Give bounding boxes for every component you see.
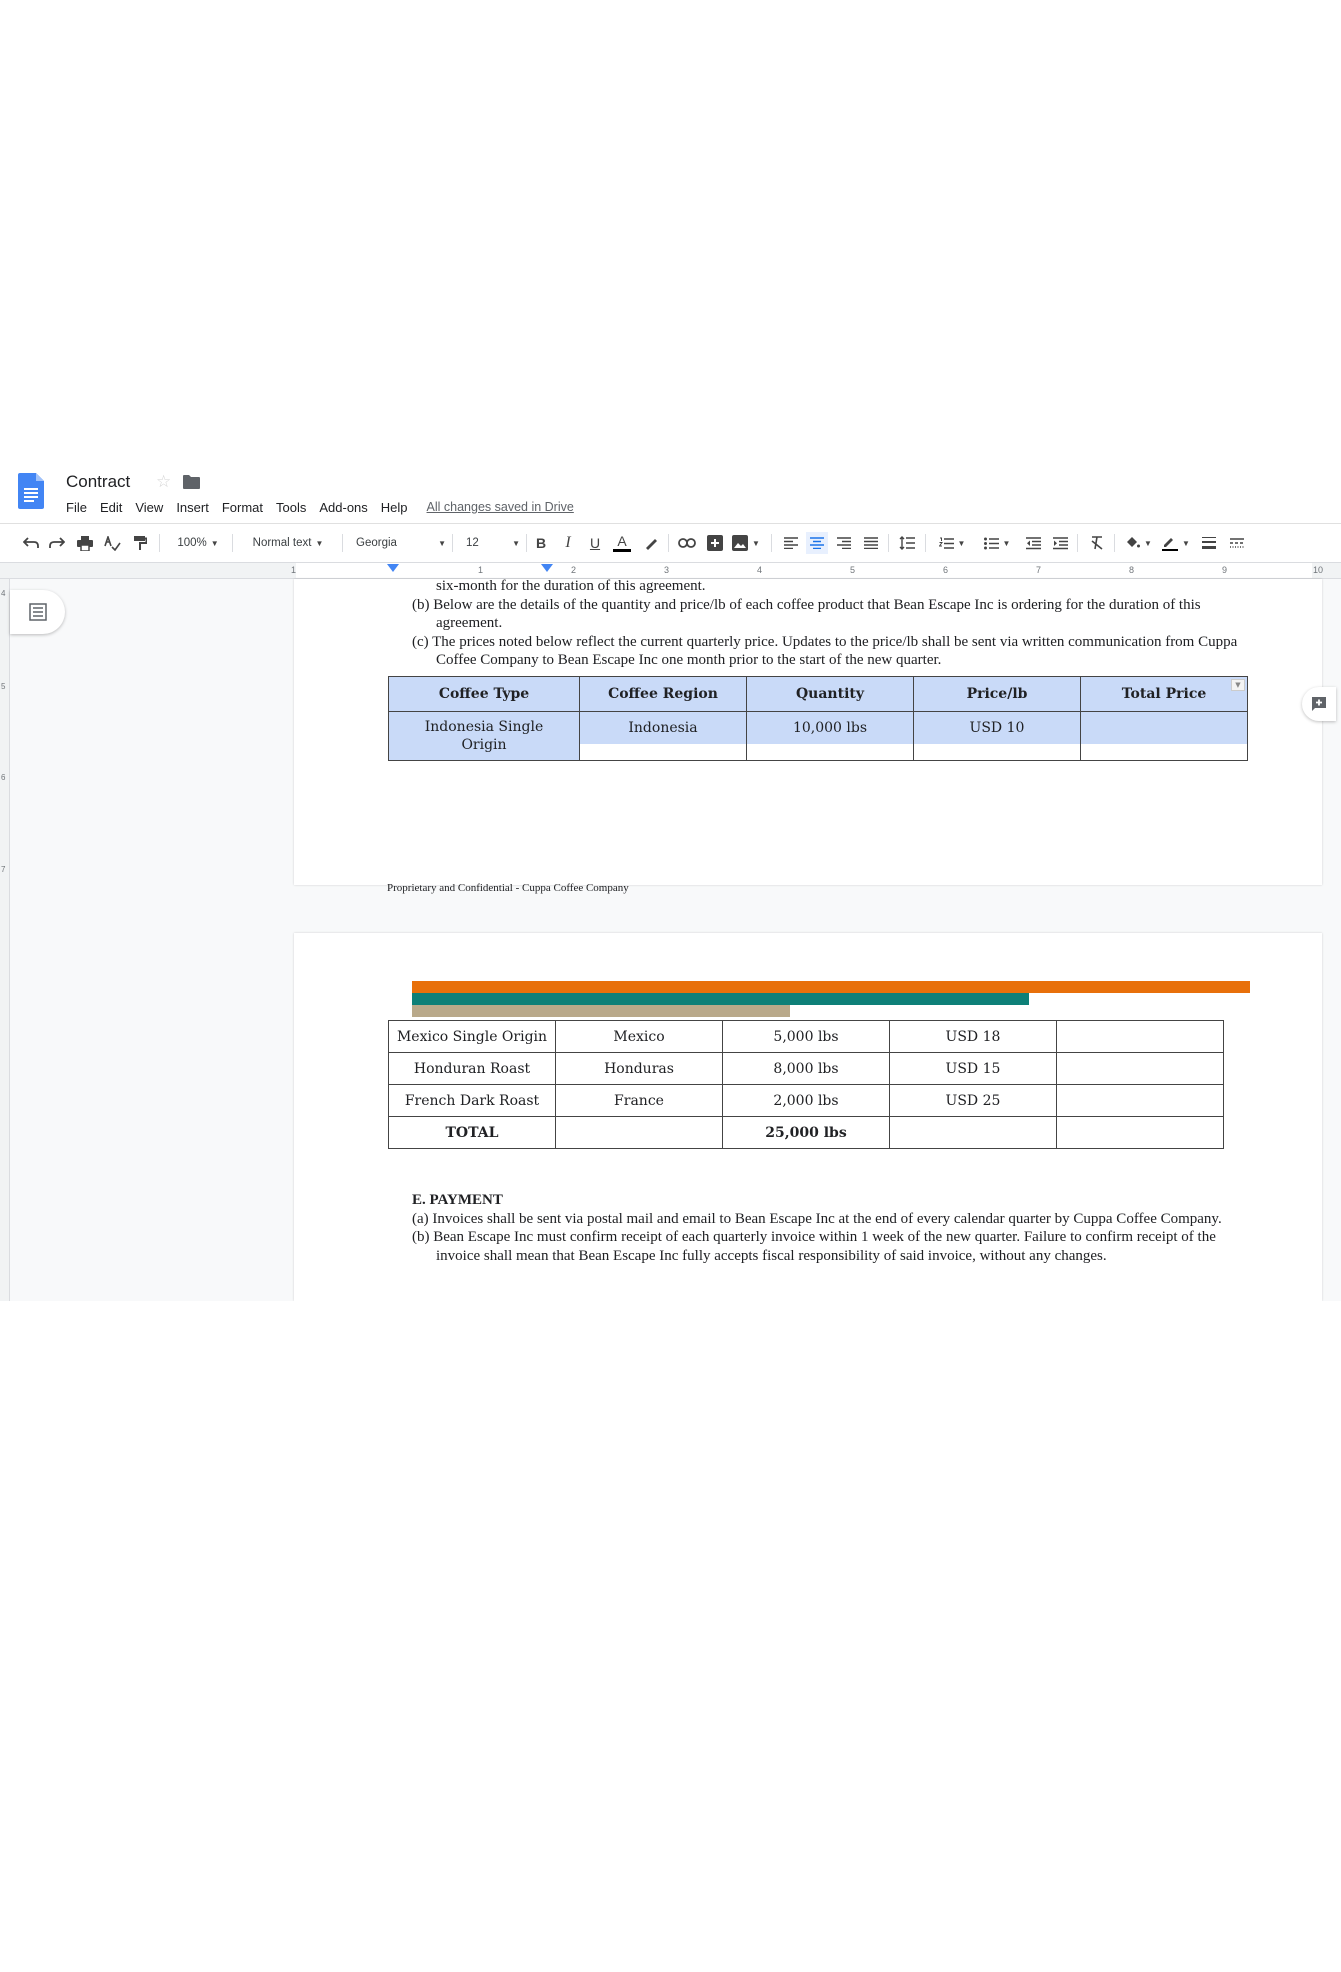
table-cell[interactable] <box>1057 1021 1224 1053</box>
bold-button[interactable]: B <box>535 535 547 551</box>
page-footer[interactable]: Proprietary and Confidential - Cuppa Coffee Company <box>387 882 629 894</box>
table-cell[interactable]: Mexico <box>556 1021 723 1053</box>
chevron-down-icon: ▼ <box>315 538 324 548</box>
align-left-icon[interactable] <box>780 532 802 554</box>
table-cell[interactable]: Mexico Single Origin <box>389 1021 556 1053</box>
table-row <box>389 1053 1224 1085</box>
menu-help[interactable]: Help <box>380 500 408 515</box>
justify-icon[interactable] <box>860 532 882 554</box>
paint-format-icon[interactable] <box>129 532 151 554</box>
table-cell-text: Indonesia <box>580 712 746 744</box>
ruler-number: 7 <box>1036 565 1042 575</box>
ruler-number: 2 <box>571 565 577 575</box>
chevron-down-icon: ▼ <box>957 538 966 548</box>
redo-icon[interactable] <box>46 532 68 554</box>
table-cell[interactable] <box>580 712 747 761</box>
table-row <box>389 712 1248 761</box>
add-comment-button[interactable] <box>1302 687 1336 721</box>
text-color-button[interactable]: A <box>613 532 631 552</box>
line-spacing-icon[interactable] <box>896 532 918 554</box>
add-comment-icon <box>1311 696 1327 712</box>
bulleted-list-icon[interactable] <box>979 532 1015 554</box>
table-cell[interactable] <box>1057 1085 1224 1117</box>
table-cell[interactable] <box>1057 1053 1224 1085</box>
decorative-bar-tan <box>412 1005 790 1017</box>
table-cell[interactable]: France <box>556 1085 723 1117</box>
star-icon[interactable]: ☆ <box>156 472 172 491</box>
font-size-value: 12 <box>466 537 479 549</box>
ruler-number: 9 <box>1222 565 1228 575</box>
coffee-order-table[interactable] <box>388 676 1248 761</box>
image-icon[interactable] <box>730 532 762 554</box>
toolbar <box>0 523 1341 563</box>
table-cell[interactable] <box>890 1117 1057 1149</box>
ruler-number: 10 <box>1313 565 1324 575</box>
table-cell[interactable]: 5,000 lbs <box>723 1021 890 1053</box>
chevron-down-icon: ▼ <box>210 538 219 548</box>
decorative-bar-orange <box>412 981 1250 993</box>
ruler-number: 8 <box>1129 565 1135 575</box>
indent-marker-icon[interactable] <box>541 564 553 572</box>
table-cell[interactable] <box>914 712 1081 761</box>
table-cell[interactable]: Indonesia Single Origin <box>389 712 580 761</box>
table-header-row <box>389 677 1248 712</box>
ruler-number: 4 <box>1 589 6 598</box>
chevron-down-icon: ▼ <box>512 538 520 548</box>
docs-app-window <box>0 463 1341 1301</box>
table-cell-text <box>1081 712 1247 744</box>
folder-icon[interactable] <box>183 475 200 489</box>
paragraph[interactable]: (b) Below are the details of the quantity and price/lb of each coffee product that Bean Escape Inc is ordering for the duration of this agreement. <box>412 596 1201 631</box>
ruler-content-area <box>296 563 1312 578</box>
style-value: Normal text <box>252 537 312 549</box>
menu-tools[interactable]: Tools <box>276 500 307 515</box>
table-header-cell[interactable] <box>1081 677 1248 712</box>
table-cell[interactable] <box>747 712 914 761</box>
clear-formatting-icon[interactable] <box>1086 532 1108 554</box>
table-row <box>389 1021 1224 1053</box>
ruler-number: 7 <box>1 865 6 874</box>
font-select[interactable] <box>350 532 446 554</box>
document-page[interactable] <box>294 933 1322 1301</box>
print-icon[interactable] <box>74 532 96 554</box>
menu-bar <box>66 500 574 518</box>
font-value: Georgia <box>356 537 397 549</box>
document-page[interactable] <box>294 578 1322 894</box>
undo-icon[interactable] <box>20 532 42 554</box>
menu-addons[interactable]: Add-ons <box>319 500 368 515</box>
chevron-down-icon: ▼ <box>1144 538 1152 548</box>
highlight-icon[interactable] <box>641 532 661 554</box>
chevron-down-icon: ▼ <box>438 538 446 548</box>
table-cell[interactable]: Honduran Roast <box>389 1053 556 1085</box>
spellcheck-icon[interactable] <box>101 532 123 554</box>
table-cell[interactable]: Honduras <box>556 1053 723 1085</box>
cell-menu-icon[interactable]: ▼ <box>1231 679 1245 691</box>
title-bar <box>0 463 1341 523</box>
table-cell[interactable]: 25,000 lbs <box>723 1117 890 1149</box>
zoom-select[interactable] <box>170 532 226 554</box>
indent-marker-icon[interactable] <box>387 564 399 572</box>
link-icon[interactable] <box>676 532 698 554</box>
table-cell[interactable] <box>556 1117 723 1149</box>
table-cell[interactable]: 2,000 lbs <box>723 1085 890 1117</box>
ruler-number: 6 <box>1 773 6 782</box>
docs-logo-icon[interactable] <box>18 473 44 509</box>
table-row <box>389 1085 1224 1117</box>
table-header-cell[interactable]: Quantity <box>747 677 914 712</box>
table-cell[interactable]: 8,000 lbs <box>723 1053 890 1085</box>
table-cell[interactable]: USD 25 <box>890 1085 1057 1117</box>
ruler-number: 4 <box>757 565 763 575</box>
paragraph[interactable]: (b) Bean Escape Inc must confirm receipt of each quarterly invoice within 1 week of the new quarter. Failure to confirm receipt of the invoice shall mean that Bean Escape Inc fully accepts fiscal responsibility of said invoice, without any changes. <box>412 1229 1216 1264</box>
border-width-icon[interactable] <box>1198 532 1220 554</box>
table-cell[interactable]: USD 15 <box>890 1053 1057 1085</box>
document-title[interactable]: Contract <box>66 472 131 491</box>
align-center-icon[interactable] <box>806 532 828 554</box>
ruler-number: 1 <box>478 565 484 575</box>
italic-button[interactable]: I <box>565 534 571 551</box>
paragraph[interactable]: (a) Invoices shall be sent via postal mail and email to Bean Escape Inc at the end of every calendar quarter by Cuppa Coffee Company. <box>412 1210 1222 1227</box>
vertical-ruler[interactable] <box>0 579 10 1301</box>
table-cell[interactable] <box>1057 1117 1224 1149</box>
section-heading[interactable]: E. PAYMENT <box>412 1192 503 1208</box>
table-cell[interactable]: French Dark Roast <box>389 1085 556 1117</box>
table-cell[interactable]: USD 18 <box>890 1021 1057 1053</box>
ruler-number: 5 <box>850 565 856 575</box>
ruler-number: 1 <box>291 565 297 575</box>
border-color-icon[interactable] <box>1160 532 1192 554</box>
chevron-down-icon: ▼ <box>752 538 760 548</box>
menu-format[interactable]: Format <box>221 500 263 515</box>
paragraph[interactable]: six-month for the duration of this agreement. <box>436 578 706 594</box>
align-right-icon[interactable] <box>833 532 855 554</box>
table-header-cell[interactable]: Coffee Type <box>389 677 580 712</box>
menu-edit[interactable]: Edit <box>99 500 123 515</box>
document-outline-button[interactable] <box>10 590 65 634</box>
table-header-label: Total Price <box>1121 686 1207 702</box>
zoom-value: 100% <box>177 537 207 549</box>
increase-indent-icon[interactable] <box>1049 532 1071 554</box>
save-status-link[interactable]: All changes saved in Drive <box>426 500 574 514</box>
table-cell[interactable]: TOTAL <box>389 1117 556 1149</box>
table-total-row <box>389 1117 1224 1149</box>
comment-icon[interactable] <box>704 532 726 554</box>
table-header-cell[interactable]: Price/lb <box>914 677 1081 712</box>
chevron-down-icon: ▼ <box>1002 538 1011 548</box>
ruler-number: 5 <box>1 682 6 691</box>
decorative-bar-teal <box>412 993 1029 1005</box>
outline-icon <box>29 603 47 621</box>
ruler-number: 6 <box>943 565 949 575</box>
font-size-select[interactable] <box>460 532 520 554</box>
table-cell-text: 10,000 lbs <box>747 712 913 744</box>
table-cell-text: USD 10 <box>914 712 1080 744</box>
chevron-down-icon: ▼ <box>1182 538 1190 548</box>
menu-insert[interactable]: Insert <box>176 500 209 515</box>
style-select[interactable] <box>240 532 336 554</box>
numbered-list-icon[interactable] <box>934 532 970 554</box>
menu-view[interactable]: View <box>135 500 164 515</box>
paragraph[interactable]: (c) The prices noted below reflect the current quarterly price. Updates to the price/lb shall be sent via written communication from Cuppa Coffee Company to Bean Escape Inc one month prior to the start of the new quarter. <box>412 633 1238 668</box>
underline-button[interactable]: U <box>589 535 601 551</box>
border-dash-icon[interactable] <box>1226 532 1248 554</box>
coffee-order-table-continued[interactable] <box>388 1020 1224 1149</box>
table-header-cell[interactable]: Coffee Region <box>580 677 747 712</box>
cell-background-icon[interactable] <box>1122 532 1154 554</box>
decrease-indent-icon[interactable] <box>1022 532 1044 554</box>
menu-file[interactable]: File <box>66 500 87 515</box>
table-cell[interactable] <box>1081 712 1248 761</box>
ruler-number: 3 <box>664 565 670 575</box>
